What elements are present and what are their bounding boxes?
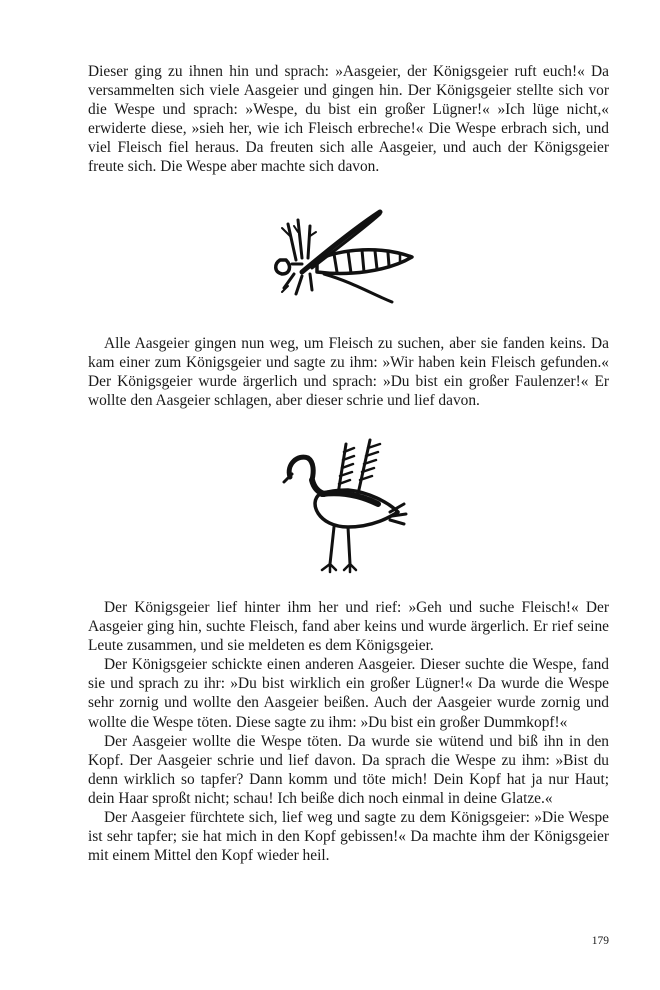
wasp-illustration xyxy=(262,202,422,312)
paragraph: Alle Aasgeier gingen nun weg, um Fleisch zu suchen, aber sie fanden keins. Da kam einer zum Königsgeier und sagte zu ihm: »Wir haben kein Fleisch gefunden.« Der Königsgeier wurde ärgerlich und sprach: »Du bist ein großer Faulenzer!« Er wollte den Aasgeier schlagen, aber dieser schrie und lief davon. xyxy=(88,335,609,410)
text-block-3 xyxy=(88,598,609,865)
paragraph: Dieser ging zu ihnen hin und sprach: »Aasgeier, der Königsgeier ruft euch!« Da versammelten sich viele Aasgeier und gingen hin. Der Königsgeier stellte sich vor die Wespe und sprach: »Wespe, du bist ein großer Lügner!« »Ich lüge nicht,« erwiderte diese, »sieh her, wie ich Fleisch erbreche!« Die Wespe erbrach sich, und viel Fleisch fiel heraus. Da freuten sich alle Aasgeier, und auch der Königsgeier freute sich. Die Wespe aber machte sich davon. xyxy=(88,63,609,176)
text-block-1 xyxy=(88,62,609,177)
paragraph: Der Königsgeier lief hinter ihm her und rief: »Geh und suche Fleisch!« Der Aasgeier ging hin, suchte Fleisch, fand aber keins und wurde ärgerlich. Er rief seine Leute zusammen, und sie meldeten es dem Königsgeier. xyxy=(88,599,609,655)
paragraph: Der Aasgeier fürchtete sich, lief weg und sagte zu dem Königsgeier: »Die Wespe ist sehr tapfer; sie hat mich in den Kopf gebissen!« Da machte ihm der Königsgeier mit einem Mittel den Kopf wieder heil. xyxy=(88,809,609,865)
vulture-illustration xyxy=(278,432,412,577)
page-number: 179 xyxy=(591,935,609,947)
paragraph: Der Aasgeier wollte die Wespe töten. Da wurde sie wütend und biß ihn in den Kopf. Der Aasgeier schrie und lief davon. Da sprach die Wespe zu ihm: »Bist du denn wirklich so tapfer? Dann komm und töte mich! Dein Kopf hat ja nur Haut; dein Haar sproßt nicht; schau! Ich beiße dich noch einmal in deine Glatze.« xyxy=(88,732,609,807)
text-block-2 xyxy=(88,334,609,410)
paragraph: Der Königsgeier schickte einen anderen Aasgeier. Dieser suchte die Wespe, fand sie und sprach zu ihr: »Du bist wirklich ein großer Lügner!« Da wurde die Wespe sehr zornig und wollte den Aasgeier beißen. Auch der Aasgeier wurde zornig und wollte die Wespe töten. Diese sagte zu ihm: »Du bist ein großer Dummkopf!« xyxy=(88,656,609,731)
